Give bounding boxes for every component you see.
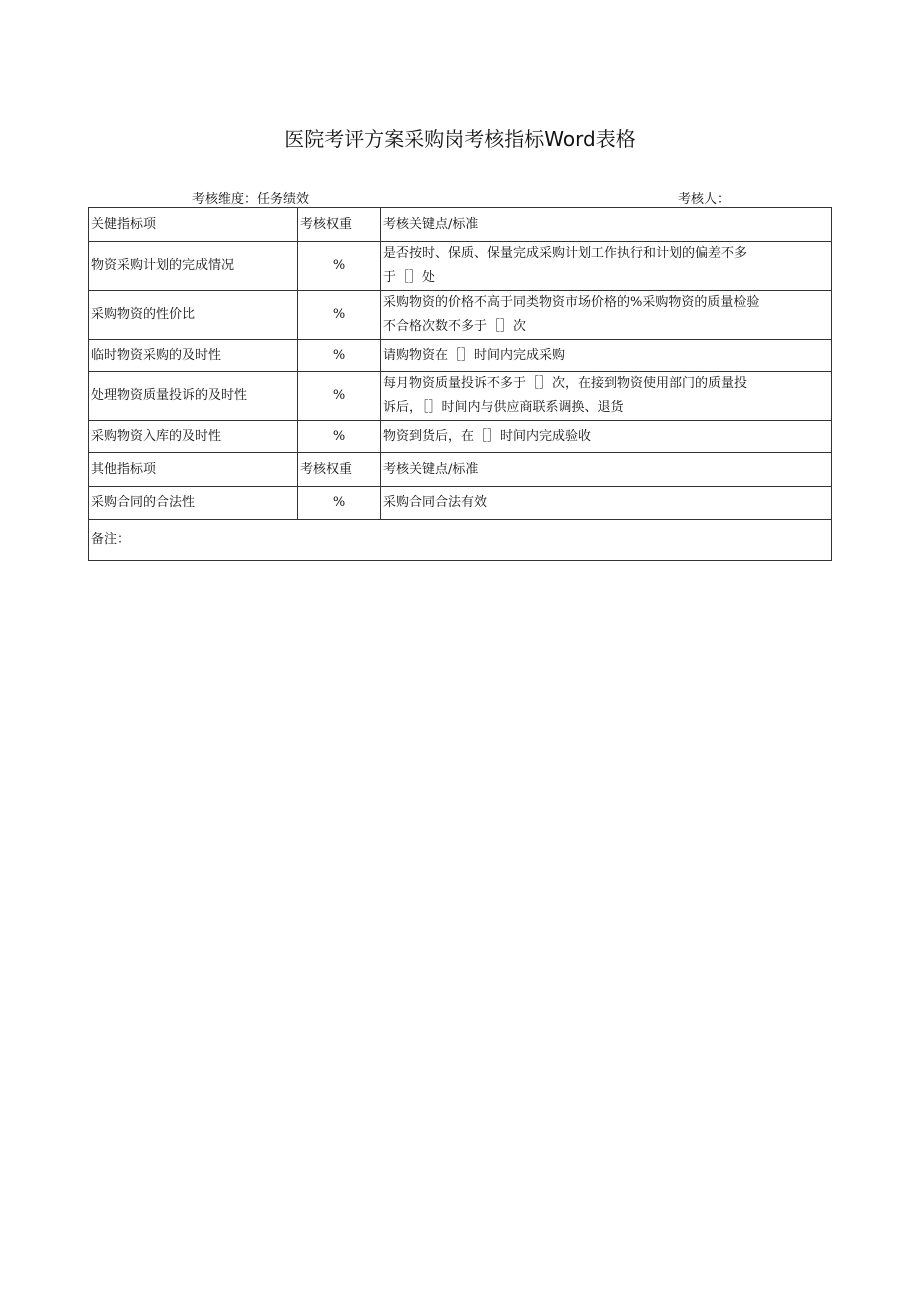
remark-row bbox=[89, 520, 832, 561]
indicator-weight: % bbox=[298, 487, 381, 520]
key-header-row bbox=[89, 208, 832, 242]
table-row bbox=[89, 340, 832, 372]
indicator-item: 采购物资的性价比 bbox=[89, 291, 298, 340]
indicator-item: 临时物资采购的及时性 bbox=[89, 340, 298, 372]
standard-line: 不合格次数不多于［］次 bbox=[383, 319, 527, 334]
indicator-weight: % bbox=[298, 242, 381, 291]
indicator-item: 采购合同的合法性 bbox=[89, 487, 298, 520]
indicator-standard bbox=[381, 242, 832, 291]
standard-line: 每月物资质量投诉不多于［］次，在接到物资使用部门的质量投 bbox=[383, 376, 748, 391]
other-header-item: 其他指标项 bbox=[89, 453, 298, 487]
indicator-standard bbox=[381, 421, 832, 453]
indicator-standard bbox=[381, 340, 832, 372]
standard-line: 请购物资在［］时间内完成采购 bbox=[383, 347, 566, 363]
indicator-item: 物资采购计划的完成情况 bbox=[89, 242, 298, 291]
key-header-weight: 考核权重 bbox=[298, 208, 381, 242]
table-row bbox=[89, 372, 832, 421]
standard-line: 于［］处 bbox=[383, 270, 436, 285]
document-title: 医院考评方案采购岗考核指标Word表格 bbox=[284, 127, 636, 151]
indicator-weight: % bbox=[298, 291, 381, 340]
indicator-item: 处理物资质量投诉的及时性 bbox=[89, 372, 298, 421]
standard-line: 采购物资的价格不高于同类物资市场价格的%采购物资的质量检验 bbox=[383, 295, 760, 310]
table-row bbox=[89, 487, 832, 520]
assessor-label: 考核人： bbox=[678, 192, 731, 207]
other-header-row bbox=[89, 453, 832, 487]
standard-line: 物资到货后，在［］时间内完成验收 bbox=[383, 428, 592, 444]
standard-line: 诉后，［］时间内与供应商联系调换、退货 bbox=[383, 400, 624, 415]
remark-cell: 备注： bbox=[89, 520, 832, 561]
key-header-item: 关健指标项 bbox=[89, 208, 298, 242]
other-header-standard: 考核关键点/标准 bbox=[381, 453, 832, 487]
meta-row bbox=[88, 188, 832, 206]
indicator-weight: % bbox=[298, 340, 381, 372]
indicator-weight: % bbox=[298, 421, 381, 453]
assessment-table bbox=[88, 207, 832, 561]
table-row bbox=[89, 421, 832, 453]
standard-line: 采购合同合法有效 bbox=[383, 495, 488, 510]
standard-line: 是否按时、保质、保量完成采购计划工作执行和计划的偏差不多 bbox=[383, 246, 748, 261]
indicator-item: 采购物资入库的及时性 bbox=[89, 421, 298, 453]
indicator-standard bbox=[381, 372, 832, 421]
table-row bbox=[89, 291, 832, 340]
indicator-standard bbox=[381, 291, 832, 340]
other-header-weight: 考核权重 bbox=[298, 453, 381, 487]
key-header-standard: 考核关键点/标准 bbox=[381, 208, 832, 242]
indicator-weight: % bbox=[298, 372, 381, 421]
indicator-standard bbox=[381, 487, 832, 520]
table-row bbox=[89, 242, 832, 291]
assessment-dimension: 考核维度：任务绩效 bbox=[192, 192, 310, 207]
